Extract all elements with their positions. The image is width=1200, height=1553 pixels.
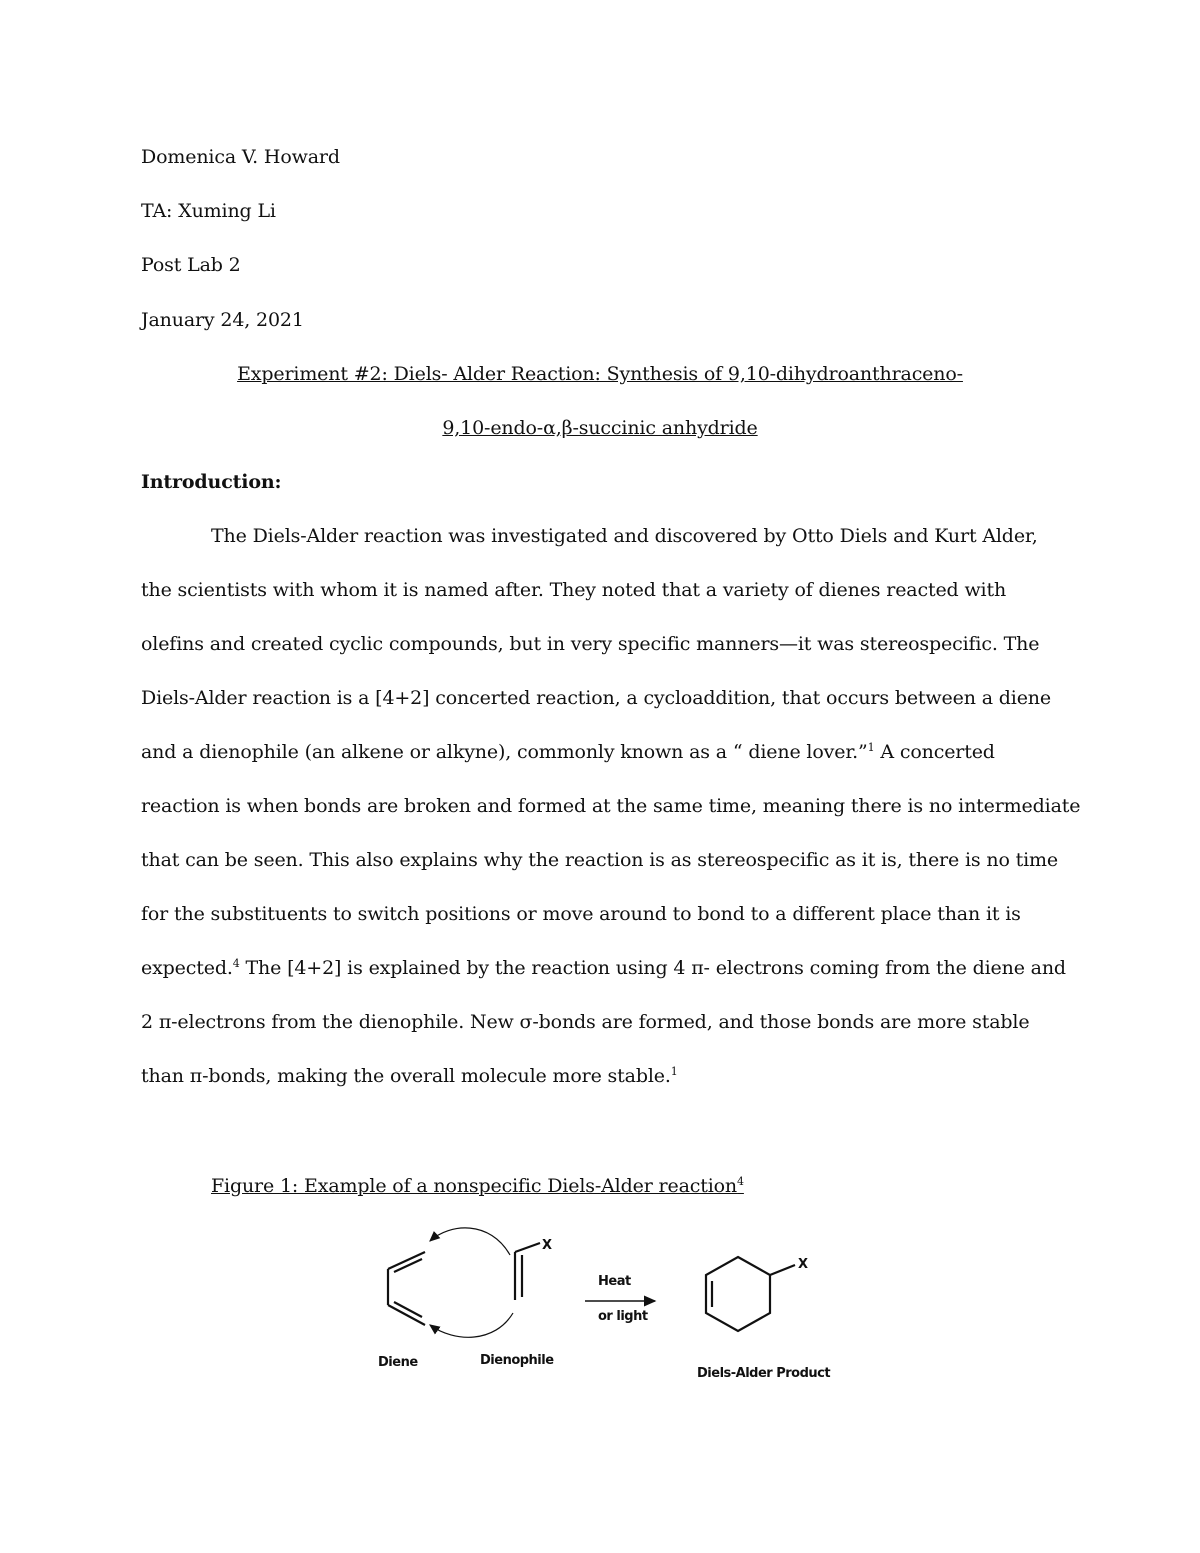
ta-name: TA: Xuming Li	[141, 200, 276, 222]
citation-1: 1	[867, 741, 875, 754]
introduction-heading: Introduction:	[141, 471, 282, 493]
intro-line-4: Diels-Alder reaction is a [4+2] concerted reaction, a cycloaddition, that occurs between a diene	[141, 687, 1051, 709]
report-date: January 24, 2021	[141, 309, 304, 331]
figure-1-caption-text: Figure 1: Example of a nonspecific Diels-Alder reaction	[211, 1175, 738, 1197]
x-substituent-label: X	[542, 1238, 552, 1253]
x-substituent-product-label: X	[798, 1257, 808, 1272]
diels-alder-diagram	[370, 1225, 840, 1390]
diene-label: Diene	[378, 1355, 418, 1370]
intro-line-5-text: and a dienophile (an alkene or alkyne), commonly known as a “ diene lover.”	[141, 741, 868, 763]
intro-line-1: The Diels-Alder reaction was investigated and discovered by Otto Diels and Kurt Alder,	[211, 525, 1038, 547]
diels-alder-svg	[370, 1225, 840, 1390]
intro-line-2: the scientists with whom it is named after. They noted that a variety of dienes reacted with	[141, 579, 1007, 601]
diene-structure	[388, 1252, 425, 1325]
title-line-1: Experiment #2: Diels- Alder Reaction: Synthesis of 9,10-dihydroanthraceno-	[237, 363, 963, 385]
intro-line-5-tail: A concerted	[880, 741, 995, 763]
citation-4: 4	[232, 957, 240, 970]
intro-line-9-head: expected.	[141, 957, 233, 979]
intro-line-11	[141, 1064, 678, 1088]
intro-line-11-text: than π-bonds, making the overall molecule more stable.	[141, 1065, 671, 1087]
or-light-label: or light	[598, 1309, 648, 1324]
intro-line-10: 2 π-electrons from the dienophile. New σ-bonds are formed, and those bonds are more stable	[141, 1011, 1030, 1033]
assignment-label: Post Lab 2	[141, 254, 241, 276]
dienophile-structure	[515, 1243, 540, 1300]
intro-line-9-text: The [4+2] is explained by the reaction using 4 π- electrons coming from the diene and	[245, 957, 1066, 979]
intro-line-6: reaction is when bonds are broken and formed at the same time, meaning there is no intermediate	[141, 795, 1081, 817]
figure-1-caption-citation: 4	[737, 1175, 744, 1188]
heat-label: Heat	[598, 1274, 631, 1289]
product-label: Diels-Alder Product	[697, 1366, 831, 1381]
intro-line-8: for the substituents to switch positions or move around to bond to a different place than it is	[141, 903, 1021, 925]
title-line-2: 9,10-endo-α,β-succinic anhydride	[442, 417, 758, 439]
dienophile-label: Dienophile	[480, 1353, 554, 1368]
intro-line-3: olefins and created cyclic compounds, but in very specific manners—it was stereospecific. The	[141, 633, 1040, 655]
intro-line-7: that can be seen. This also explains why the reaction is as stereospecific as it is, there is no time	[141, 849, 1059, 871]
cyclohexene-product	[706, 1257, 795, 1331]
electron-arrows	[430, 1228, 513, 1337]
citation-1b: 1	[670, 1065, 678, 1078]
intro-line-5	[141, 740, 995, 764]
intro-line-9	[141, 956, 1066, 980]
figure-1-caption	[211, 1174, 744, 1198]
author-name: Domenica V. Howard	[141, 146, 340, 168]
